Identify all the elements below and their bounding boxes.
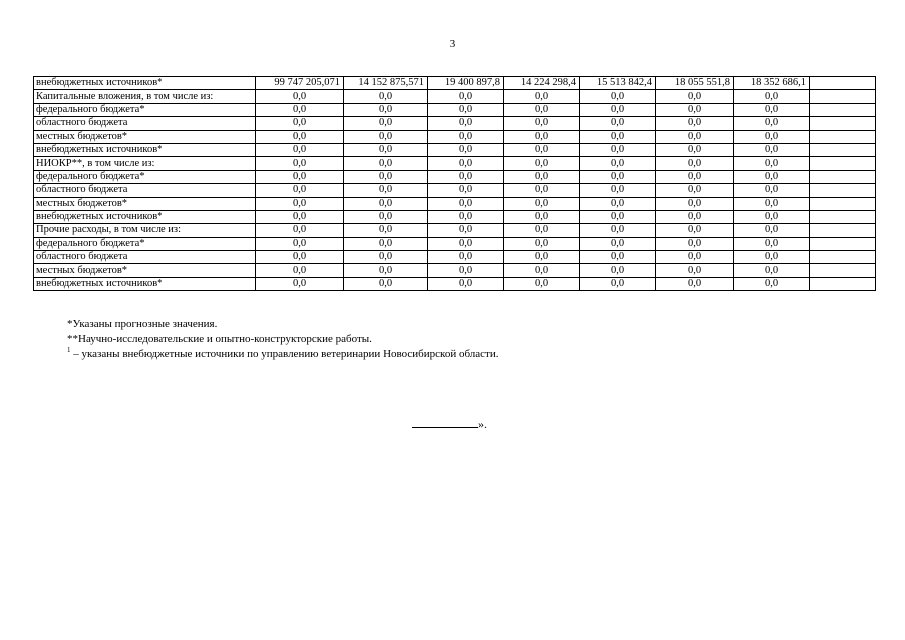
row-label: внебюджетных источников* (34, 77, 256, 90)
table-cell: 0,0 (344, 224, 428, 237)
table-cell: 0,0 (580, 224, 656, 237)
table-cell: 0,0 (256, 143, 344, 156)
table-cell (810, 130, 876, 143)
table-cell: 0,0 (580, 143, 656, 156)
row-label: федерального бюджета* (34, 237, 256, 250)
table-row (34, 90, 876, 103)
table-cell (810, 103, 876, 116)
table-cell: 0,0 (344, 143, 428, 156)
table-cell: 0,0 (428, 117, 504, 130)
table-cell: 0,0 (428, 143, 504, 156)
table-cell: 0,0 (734, 210, 810, 223)
table-cell: 0,0 (344, 197, 428, 210)
table-cell: 0,0 (734, 103, 810, 116)
table-cell: 0,0 (656, 210, 734, 223)
table-cell: 0,0 (428, 264, 504, 277)
table-cell: 0,0 (428, 157, 504, 170)
row-label: Прочие расходы, в том числе из: (34, 224, 256, 237)
table-cell: 0,0 (344, 117, 428, 130)
table-cell: 0,0 (580, 251, 656, 264)
table-cell: 0,0 (344, 184, 428, 197)
table-cell: 0,0 (428, 103, 504, 116)
footnote-veterinary-text: – указаны внебюджетные источники по управлению ветеринарии Новосибирской области. (70, 348, 499, 360)
table-cell: 0,0 (428, 90, 504, 103)
table-cell: 0,0 (734, 130, 810, 143)
table-cell: 0,0 (504, 117, 580, 130)
table-cell (810, 237, 876, 250)
row-label: НИОКР**, в том числе из: (34, 157, 256, 170)
table-cell: 0,0 (504, 170, 580, 183)
table-cell: 0,0 (580, 210, 656, 223)
table-cell: 0,0 (734, 157, 810, 170)
table-cell (810, 277, 876, 290)
row-label: внебюджетных источников* (34, 277, 256, 290)
table-cell: 0,0 (580, 237, 656, 250)
row-label: внебюджетных источников* (34, 210, 256, 223)
row-label: федерального бюджета* (34, 170, 256, 183)
table-cell: 0,0 (734, 117, 810, 130)
table-cell: 0,0 (428, 170, 504, 183)
row-label: местных бюджетов* (34, 264, 256, 277)
budget-table (33, 76, 876, 291)
table-cell: 0,0 (504, 210, 580, 223)
table-cell: 0,0 (344, 103, 428, 116)
row-label: местных бюджетов* (34, 130, 256, 143)
table-cell: 0,0 (504, 264, 580, 277)
table-cell: 0,0 (580, 103, 656, 116)
table-cell (810, 197, 876, 210)
table-cell: 0,0 (734, 277, 810, 290)
footnote-marker: 1 (67, 346, 71, 354)
table-cell: 99 747 205,071 (256, 77, 344, 90)
table-cell: 0,0 (344, 90, 428, 103)
table-row (34, 157, 876, 170)
table-cell: 0,0 (428, 210, 504, 223)
table-cell: 0,0 (734, 197, 810, 210)
row-label: федерального бюджета* (34, 103, 256, 116)
table-cell: 0,0 (580, 117, 656, 130)
footnotes (67, 317, 498, 362)
table-row (34, 264, 876, 277)
table-cell: 0,0 (428, 224, 504, 237)
table-cell: 0,0 (580, 170, 656, 183)
table-cell: 0,0 (256, 237, 344, 250)
table-cell: 0,0 (256, 117, 344, 130)
table-cell: 0,0 (656, 224, 734, 237)
table-row (34, 143, 876, 156)
table-cell: 0,0 (734, 143, 810, 156)
table-cell: 0,0 (256, 184, 344, 197)
table-cell: 0,0 (734, 184, 810, 197)
signature-blank (412, 415, 478, 428)
table-row (34, 197, 876, 210)
closing-quote: ». (478, 417, 487, 431)
table-cell: 15 513 842,4 (580, 77, 656, 90)
table-cell: 0,0 (428, 184, 504, 197)
table-cell: 0,0 (580, 90, 656, 103)
table-cell (810, 157, 876, 170)
table-row (34, 210, 876, 223)
page-number: 3 (449, 38, 456, 50)
table-cell: 0,0 (256, 210, 344, 223)
table-cell: 0,0 (656, 251, 734, 264)
table-cell: 0,0 (344, 277, 428, 290)
table-cell: 0,0 (504, 130, 580, 143)
table-cell: 0,0 (344, 130, 428, 143)
table-cell: 0,0 (256, 251, 344, 264)
table-cell (810, 170, 876, 183)
table-cell: 0,0 (656, 143, 734, 156)
table-cell (810, 224, 876, 237)
table-cell: 0,0 (580, 277, 656, 290)
table-cell: 0,0 (656, 117, 734, 130)
table-cell: 18 352 686,1 (734, 77, 810, 90)
table-cell: 0,0 (656, 157, 734, 170)
footnote-veterinary (67, 347, 498, 362)
table-cell: 0,0 (344, 157, 428, 170)
row-label: местных бюджетов* (34, 197, 256, 210)
table-row (34, 237, 876, 250)
footnote-rnd: **Научно-исследовательские и опытно-конструкторские работы. (67, 333, 372, 345)
table-cell: 0,0 (734, 90, 810, 103)
table-cell: 0,0 (428, 251, 504, 264)
table-cell (810, 117, 876, 130)
table-cell: 0,0 (504, 277, 580, 290)
table-cell: 0,0 (344, 264, 428, 277)
table-cell: 0,0 (256, 103, 344, 116)
table-cell: 0,0 (656, 103, 734, 116)
table-cell: 0,0 (504, 224, 580, 237)
row-label: Капитальные вложения, в том числе из: (34, 90, 256, 103)
table-cell: 0,0 (734, 224, 810, 237)
table-cell: 0,0 (580, 157, 656, 170)
table-cell: 0,0 (504, 251, 580, 264)
table-cell: 0,0 (504, 157, 580, 170)
table-cell: 18 055 551,8 (656, 77, 734, 90)
table-cell: 0,0 (504, 90, 580, 103)
table-cell: 0,0 (656, 130, 734, 143)
table-cell: 0,0 (428, 197, 504, 210)
table-cell (810, 184, 876, 197)
table-cell: 0,0 (344, 251, 428, 264)
table-cell: 0,0 (734, 251, 810, 264)
table-cell: 0,0 (656, 277, 734, 290)
table-cell: 14 152 875,571 (344, 77, 428, 90)
table-cell: 0,0 (580, 130, 656, 143)
table-cell: 0,0 (428, 277, 504, 290)
table-cell: 0,0 (256, 157, 344, 170)
table-cell: 0,0 (504, 237, 580, 250)
row-label: областного бюджета (34, 184, 256, 197)
table-cell: 0,0 (656, 237, 734, 250)
table-cell: 0,0 (428, 237, 504, 250)
table-row (34, 277, 876, 290)
table-cell (810, 251, 876, 264)
row-label: областного бюджета (34, 251, 256, 264)
table-cell: 0,0 (580, 197, 656, 210)
table-cell: 0,0 (504, 103, 580, 116)
table-cell: 0,0 (428, 130, 504, 143)
table-cell: 0,0 (256, 130, 344, 143)
table-cell: 0,0 (734, 264, 810, 277)
table-row (34, 184, 876, 197)
table-cell: 0,0 (344, 210, 428, 223)
table-row (34, 130, 876, 143)
table-row (34, 103, 876, 116)
table-row (34, 77, 876, 90)
table-cell (810, 143, 876, 156)
table-cell: 0,0 (256, 277, 344, 290)
table-cell: 0,0 (504, 197, 580, 210)
table-cell: 0,0 (504, 184, 580, 197)
table-cell: 0,0 (580, 264, 656, 277)
table-cell: 0,0 (656, 184, 734, 197)
table-cell: 0,0 (656, 264, 734, 277)
table-cell (810, 77, 876, 90)
table-cell: 0,0 (344, 237, 428, 250)
row-label: областного бюджета (34, 117, 256, 130)
closing-line (412, 415, 487, 432)
table-cell (810, 90, 876, 103)
table-row (34, 117, 876, 130)
table-cell: 0,0 (734, 237, 810, 250)
table-row (34, 170, 876, 183)
table-row (34, 224, 876, 237)
table-cell: 0,0 (256, 170, 344, 183)
table-cell: 0,0 (656, 170, 734, 183)
table-cell: 0,0 (504, 143, 580, 156)
table-cell (810, 210, 876, 223)
table-cell: 0,0 (256, 264, 344, 277)
table-cell: 0,0 (734, 170, 810, 183)
table-cell: 19 400 897,8 (428, 77, 504, 90)
table-cell: 0,0 (580, 184, 656, 197)
table-cell: 0,0 (344, 170, 428, 183)
budget-table-body (34, 77, 876, 291)
footnote-forecast: *Указаны прогнозные значения. (67, 318, 218, 330)
table-row (34, 251, 876, 264)
table-cell: 0,0 (256, 197, 344, 210)
table-cell (810, 264, 876, 277)
table-cell: 0,0 (656, 90, 734, 103)
table-cell: 0,0 (256, 90, 344, 103)
table-cell: 0,0 (256, 224, 344, 237)
table-cell: 0,0 (656, 197, 734, 210)
row-label: внебюджетных источников* (34, 143, 256, 156)
table-cell: 14 224 298,4 (504, 77, 580, 90)
